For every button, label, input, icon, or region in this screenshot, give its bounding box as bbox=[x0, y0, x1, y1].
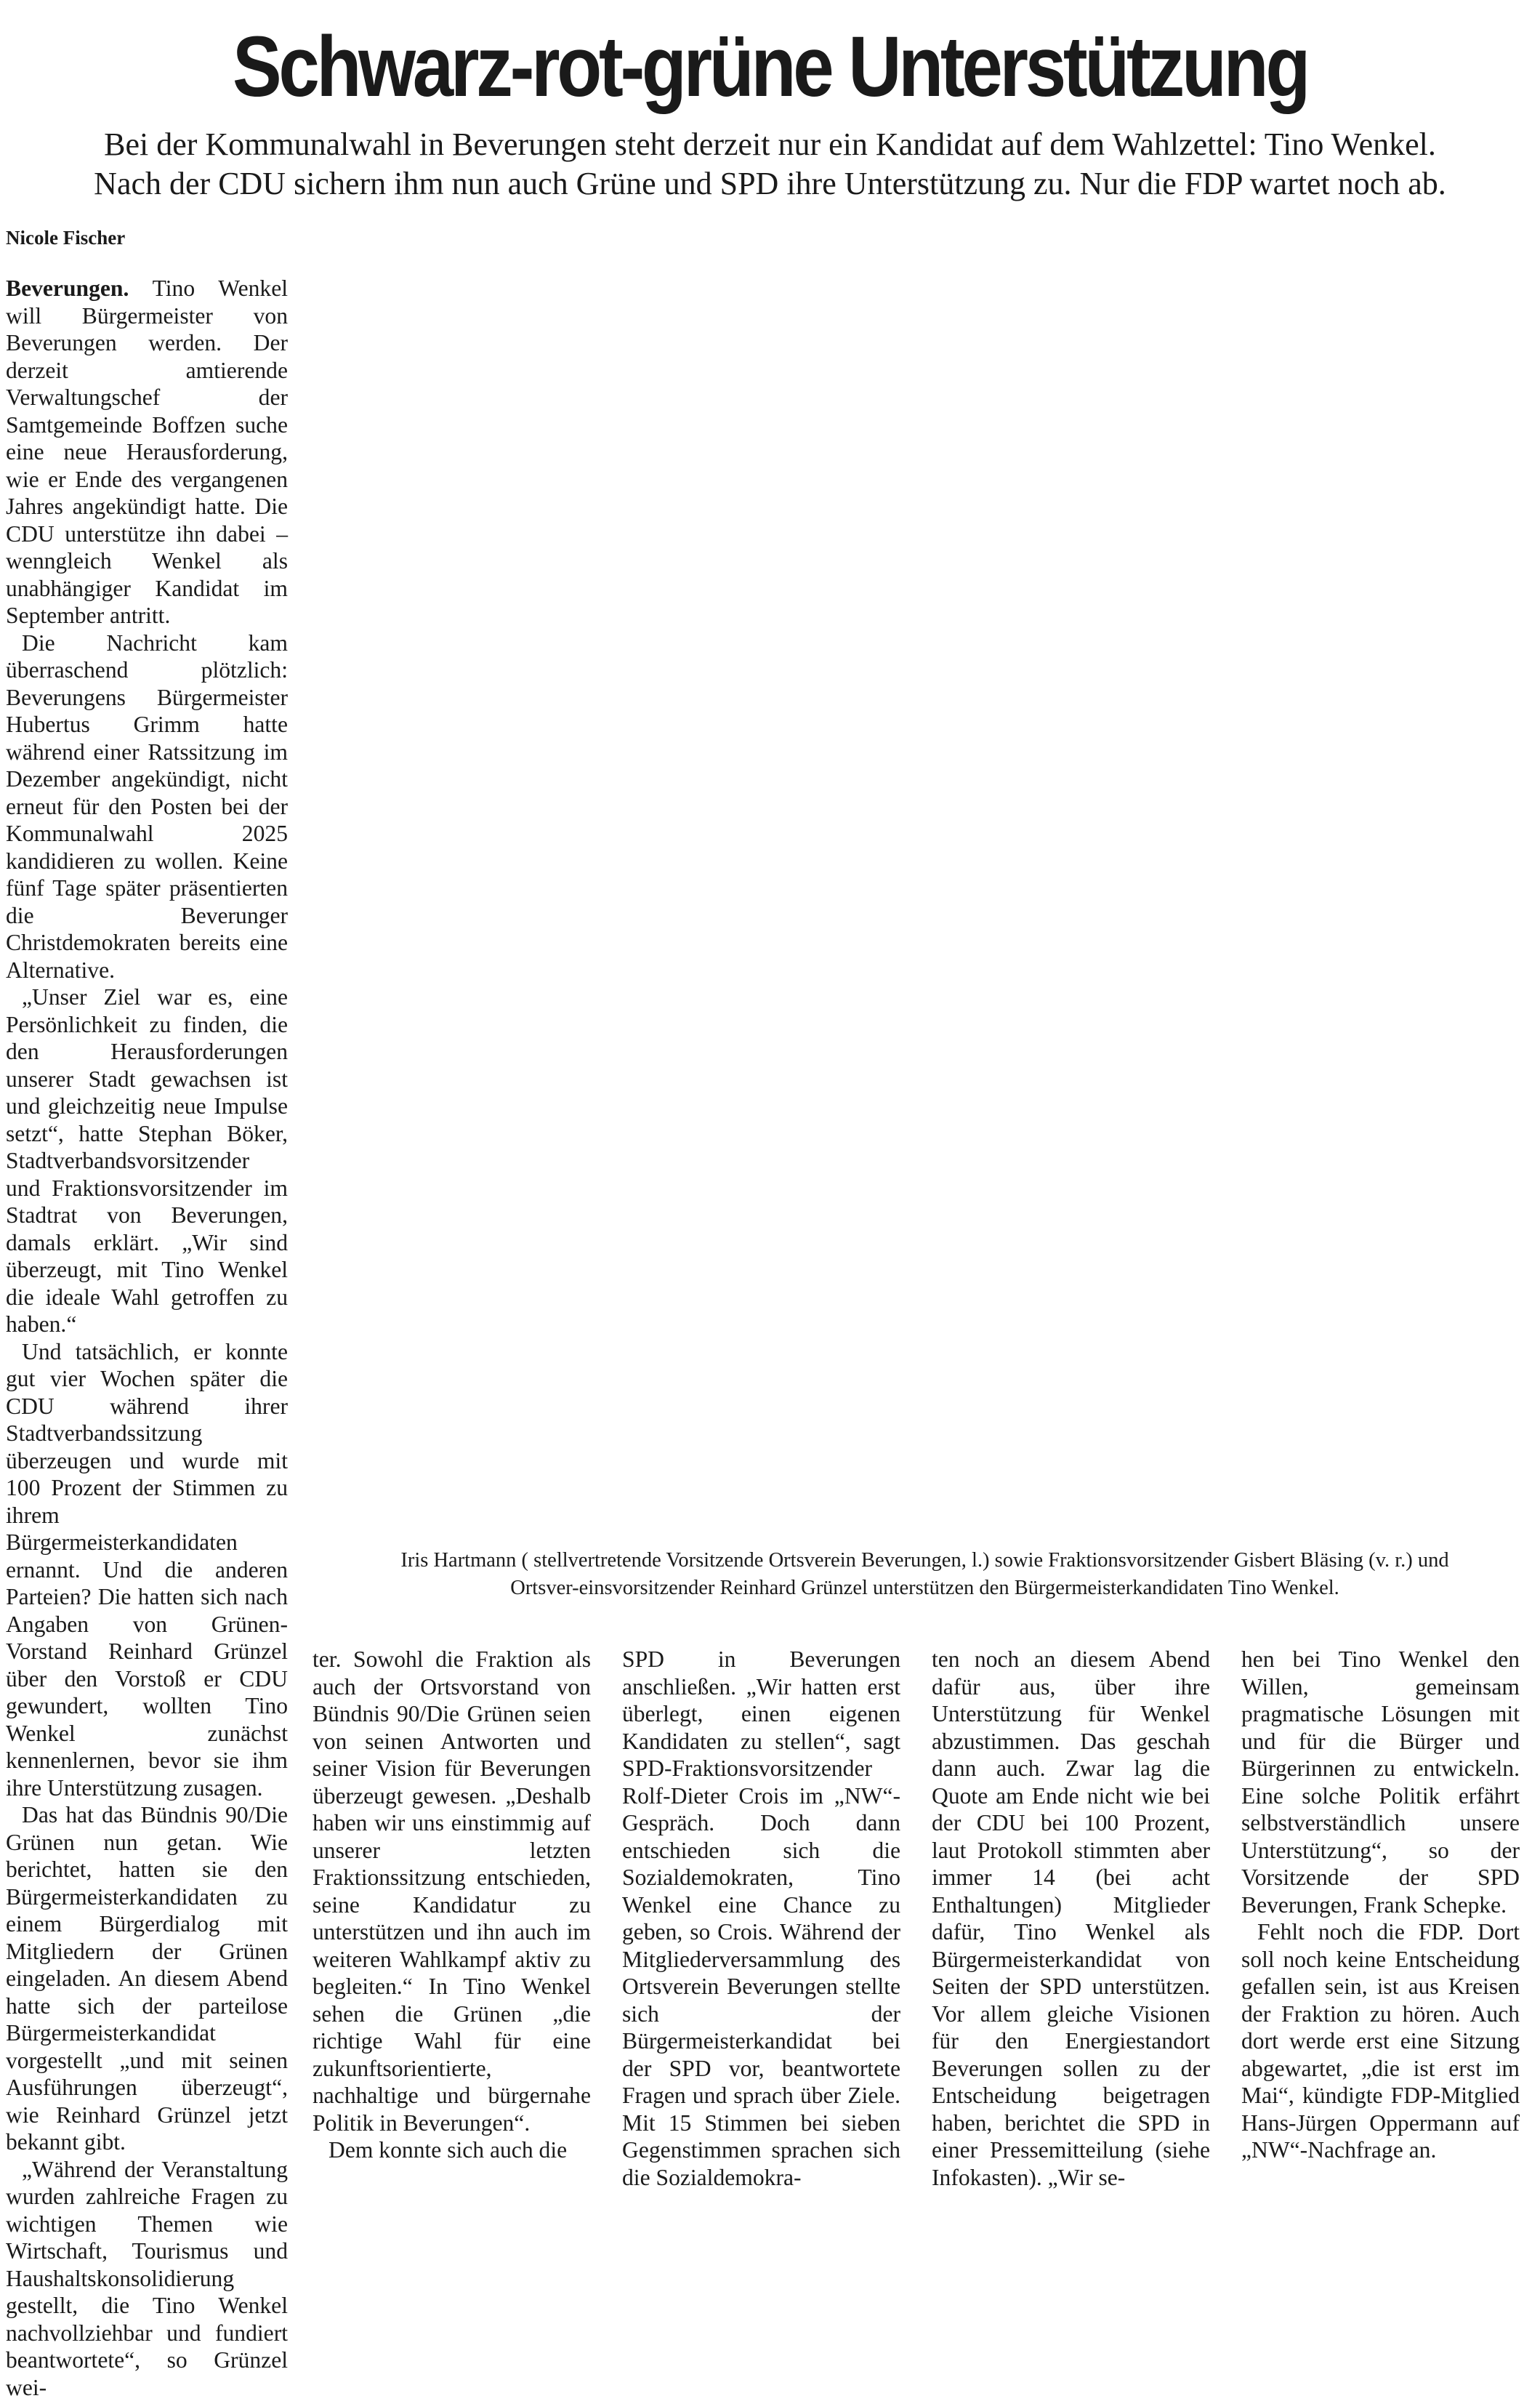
headline: Schwarz-rot-grüne Unterstützung bbox=[108, 16, 1432, 118]
paragraph: Dem konnte sich auch die bbox=[313, 2136, 591, 2164]
caption-line: Ortsver-einsvorsitzender Reinhard Grünzel unterstützen den Bürgermeisterkandidaten Tino Wenkel. bbox=[313, 1574, 1537, 1602]
paragraph: ten noch an diesem Abend dafür aus, über ihre Unterstützung für Wenkel abzustimmen. Das geschah dann auch. Zwar lag die Quote am Ende nicht wie bei der CDU bei 100 Prozent, laut Protokoll stimmten aber immer 14 (bei acht Enthaltungen) Mitglieder dafür, Tino Wenkel als Bürgermeisterkandidat von Seiten der SPD unterstützen. Vor allem gleiche Visionen für den Energiestandort Beverungen sollen zu der Entscheidung beigetragen haben, berichtet die SPD in einer Pressemitteilung (siehe Infokasten). „Wir se- bbox=[932, 1646, 1210, 2191]
caption-line: Iris Hartmann ( stellvertretende Vorsitzende Ortsverein Beverungen, l.) sowie Fraktionsvorsitzender Gisbert Bläsing (v. r.) und bbox=[313, 1547, 1537, 1574]
dateline: Beverungen. bbox=[6, 276, 129, 301]
author-byline: Nicole Fischer bbox=[6, 227, 125, 249]
photo-caption bbox=[313, 1547, 1537, 1602]
paragraph: Fehlt noch die FDP. Dort soll noch keine Entscheidung gefallen sein, ist aus Kreisen der Fraktion zu hören. Auch dort werde erst eine Sitzung abgewartet, „die ist erst im Mai“, kündigte FDP-Mitglied Hans-Jürgen Oppermann auf „NW“-Nachfrage an. bbox=[1241, 1918, 1520, 2164]
paragraph-text: Tino Wenkel will Bürgermeister von Beverungen werden. Der derzeit amtierende Verwaltungschef der Samtgemeinde Boffzen suche eine neue Herausforderung, wie er Ende des vergangenen Jahres angekündigt hatte. Die CDU unterstütze ihn dabei – wenngleich Wenkel als unabhängiger Kandidat im September antritt. bbox=[6, 276, 288, 628]
subhead-line: Nach der CDU sichern ihm nun auch Grüne und SPD ihre Unterstützung zu. Nur die FDP wartet noch ab. bbox=[0, 164, 1540, 204]
paragraph bbox=[6, 275, 288, 630]
paragraph: Die Nachricht kam überraschend plötzlich: Beverungens Bürgermeister Hubertus Grimm hatte während einer Ratssitzung im Dezember angekündigt, nicht erneut für den Posten bei der Kommunalwahl 2025 kandidieren zu wollen. Keine fünf Tage später präsentierten die Beverunger Christdemokraten bereits eine Alternative. bbox=[6, 630, 288, 984]
subhead bbox=[0, 125, 1540, 204]
article-column-1 bbox=[6, 275, 288, 2401]
photo-area bbox=[313, 247, 1537, 1541]
paragraph: hen bei Tino Wenkel den Willen, gemeinsam pragmatische Lösungen mit und für die Bürger und Bürgerinnen zu entwickeln. Eine solche Politik erfährt selbstverständlich unsere Unterstützung“, so der Vorsitzende der SPD Beverungen, Frank Schepke. bbox=[1241, 1646, 1520, 1918]
article-column-5 bbox=[1241, 1646, 1520, 2164]
paragraph: Und tatsächlich, er konnte gut vier Wochen später die CDU während ihrer Stadtverbandssitzung überzeugen und wurde mit 100 Prozent der Stimmen zu ihrem Bürgermeisterkandidaten ernannt. Und die anderen Parteien? Die hatten sich nach Angaben von Grünen-Vorstand Reinhard Grünzel über den Vorstoß er CDU gewundert, wollten Tino Wenkel zunächst kennenlernen, bevor sie ihm ihre Unterstützung zusagen. bbox=[6, 1338, 288, 1802]
subhead-line: Bei der Kommunalwahl in Beverungen steht derzeit nur ein Kandidat auf dem Wahlzettel: Tino Wenkel. bbox=[0, 125, 1540, 164]
paragraph: SPD in Beverungen anschließen. „Wir hatten erst überlegt, einen eigenen Kandidaten zu stellen“, sagt SPD-Fraktionsvorsitzender Rolf-Dieter Crois im „NW“-Gespräch. Doch dann entschieden sich die Sozialdemokraten, Tino Wenkel eine Chance zu geben, so Crois. Während der Mitgliederversammlung des Ortsverein Beverungen stellte sich der Bürgermeisterkandidat bei der SPD vor, beantwortete Fragen und sprach über Ziele. Mit 15 Stimmen bei sieben Gegenstimmen sprachen sich die Sozialdemokra- bbox=[622, 1646, 900, 2191]
article-column-4 bbox=[932, 1646, 1210, 2191]
paragraph: ter. Sowohl die Fraktion als auch der Ortsvorstand von Bündnis 90/Die Grünen seien von seinen Antworten und seiner Vision für Beverungen überzeugt gewesen. „Deshalb haben wir uns einstimmig auf unserer letzten Fraktionssitzung entschieden, seine Kandidatur zu unterstützen und ihn auch im weiteren Wahlkampf aktiv zu begleiten.“ In Tino Wenkel sehen die Grünen „die richtige Wahl für eine zukunftsorientierte, nachhaltige und bürgernahe Politik in Beverungen“. bbox=[313, 1646, 591, 2136]
paragraph: „Während der Veranstaltung wurden zahlreiche Fragen zu wichtigen Themen wie Wirtschaft, Tourismus und Haushaltskonsolidierung gestellt, die Tino Wenkel nachvollziehbar und fundiert beantwortete“, so Grünzel wei- bbox=[6, 2156, 288, 2401]
article-column-2 bbox=[313, 1646, 591, 2164]
paragraph: Das hat das Bündnis 90/Die Grünen nun getan. Wie berichtet, hatten sie den Bürgermeisterkandidaten zu einem Bürgerdialog mit Mitgliedern der Grünen eingeladen. An diesem Abend hatte sich der parteilose Bürgermeisterkandidat vorgestellt „und mit seinen Ausführungen überzeugt“, wie Reinhard Grünzel jetzt bekannt gibt. bbox=[6, 1801, 288, 2156]
paragraph: „Unser Ziel war es, eine Persönlichkeit zu finden, die den Herausforderungen unserer Stadt gewachsen ist und gleichzeitig neue Impulse setzt“, hatte Stephan Böker, Stadtverbandsvorsitzender und Fraktionsvorsitzender im Stadtrat von Beverungen, damals erklärt. „Wir sind überzeugt, mit Tino Wenkel die ideale Wahl getroffen zu haben.“ bbox=[6, 984, 288, 1338]
article-column-3 bbox=[622, 1646, 900, 2191]
